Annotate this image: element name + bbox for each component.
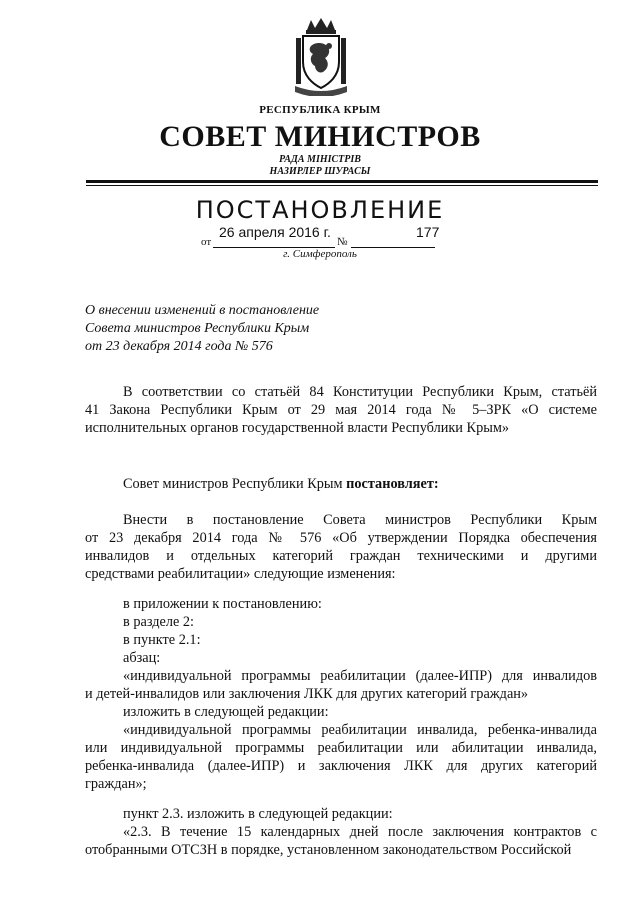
state-new-edition: изложить в следующей редакции:: [123, 704, 329, 720]
council-title: СОВЕТ МИНИСТРОВ: [159, 120, 481, 153]
decree-date: 26 апреля 2016 г.: [219, 224, 331, 240]
new-text-line: «индивидуальной программы реабилитации инвалида, ребенка-инвалида: [123, 722, 597, 738]
crimea-coat-of-arms-icon: [293, 16, 349, 96]
new-text-line: или индивидуальной программы реабилитации или абилитации инвалида,: [85, 740, 597, 756]
old-text-line: и детей-инвалидов или заключения ЛКК для других категорий граждан»: [85, 686, 529, 702]
old-text-line: «индивидуальной программы реабилитации (далее-ИПР) для инвалидов: [123, 668, 597, 684]
number-label: №: [337, 236, 348, 248]
date-label: от: [201, 236, 212, 248]
city: г. Симферополь: [283, 248, 357, 260]
header-rule-thin: [86, 185, 598, 186]
point-text-line: отобранными ОТСЗН в порядке, установленном законодательством Российской: [85, 842, 572, 858]
subject-line: Совета министров Республики Крым: [85, 321, 310, 336]
document-type-title: ПОСТАНОВЛЕНИЕ: [195, 196, 445, 224]
point-text-line: «2.3. В течение 15 календарных дней после заключения контрактов с: [123, 824, 597, 840]
list-item: в разделе 2:: [123, 614, 195, 630]
republic-name: РЕСПУБЛИКА КРЫМ: [259, 104, 381, 116]
basis-line: 41 Закона Республики Крым от 29 мая 2014 года № 5–ЗРК «О системе: [85, 402, 597, 418]
new-text-line: ребенка-инвалида (далее-ИПР) и заключения ЛКК для других категорий: [85, 758, 597, 774]
basis-line: В соответствии со статьёй 84 Конституции Республики Крым, статьёй: [123, 384, 597, 400]
point-heading: пункт 2.3. изложить в следующей редакции:: [123, 806, 393, 822]
resolves-verb: постановляет:: [346, 476, 439, 492]
intro-line: Внести в постановление Совета министров Республики Крым: [123, 512, 597, 528]
list-item: в пункте 2.1:: [123, 632, 201, 648]
intro-line: от 23 декабря 2014 года № 576 «Об утверждении Порядка обеспечения: [85, 530, 597, 546]
subject-line: от 23 декабря 2014 года № 576: [85, 339, 273, 354]
resolves-line: [85, 476, 597, 494]
intro-line: средствами реабилитации» следующие изменения:: [85, 566, 396, 582]
new-text-line: граждан»;: [85, 776, 147, 792]
resolves-prefix: Совет министров Республики Крым: [123, 476, 343, 492]
list-item: абзац:: [123, 650, 161, 666]
council-title-crimean-tatar: НАЗИРЛЕР ШУРАСЫ: [269, 166, 371, 177]
list-item: в приложении к постановлению:: [123, 596, 322, 612]
basis-line: исполнительных органов государственной власти Республики Крым»: [85, 420, 510, 436]
subject-line: О внесении изменений в постановление: [85, 303, 320, 318]
intro-line: инвалидов и отдельных категорий граждан техническими и другими: [85, 548, 597, 564]
header-rule-thick: [86, 180, 598, 183]
council-title-ukrainian: РАДА МІНІСТРІВ: [279, 154, 361, 165]
decree-number: 177: [416, 224, 440, 240]
